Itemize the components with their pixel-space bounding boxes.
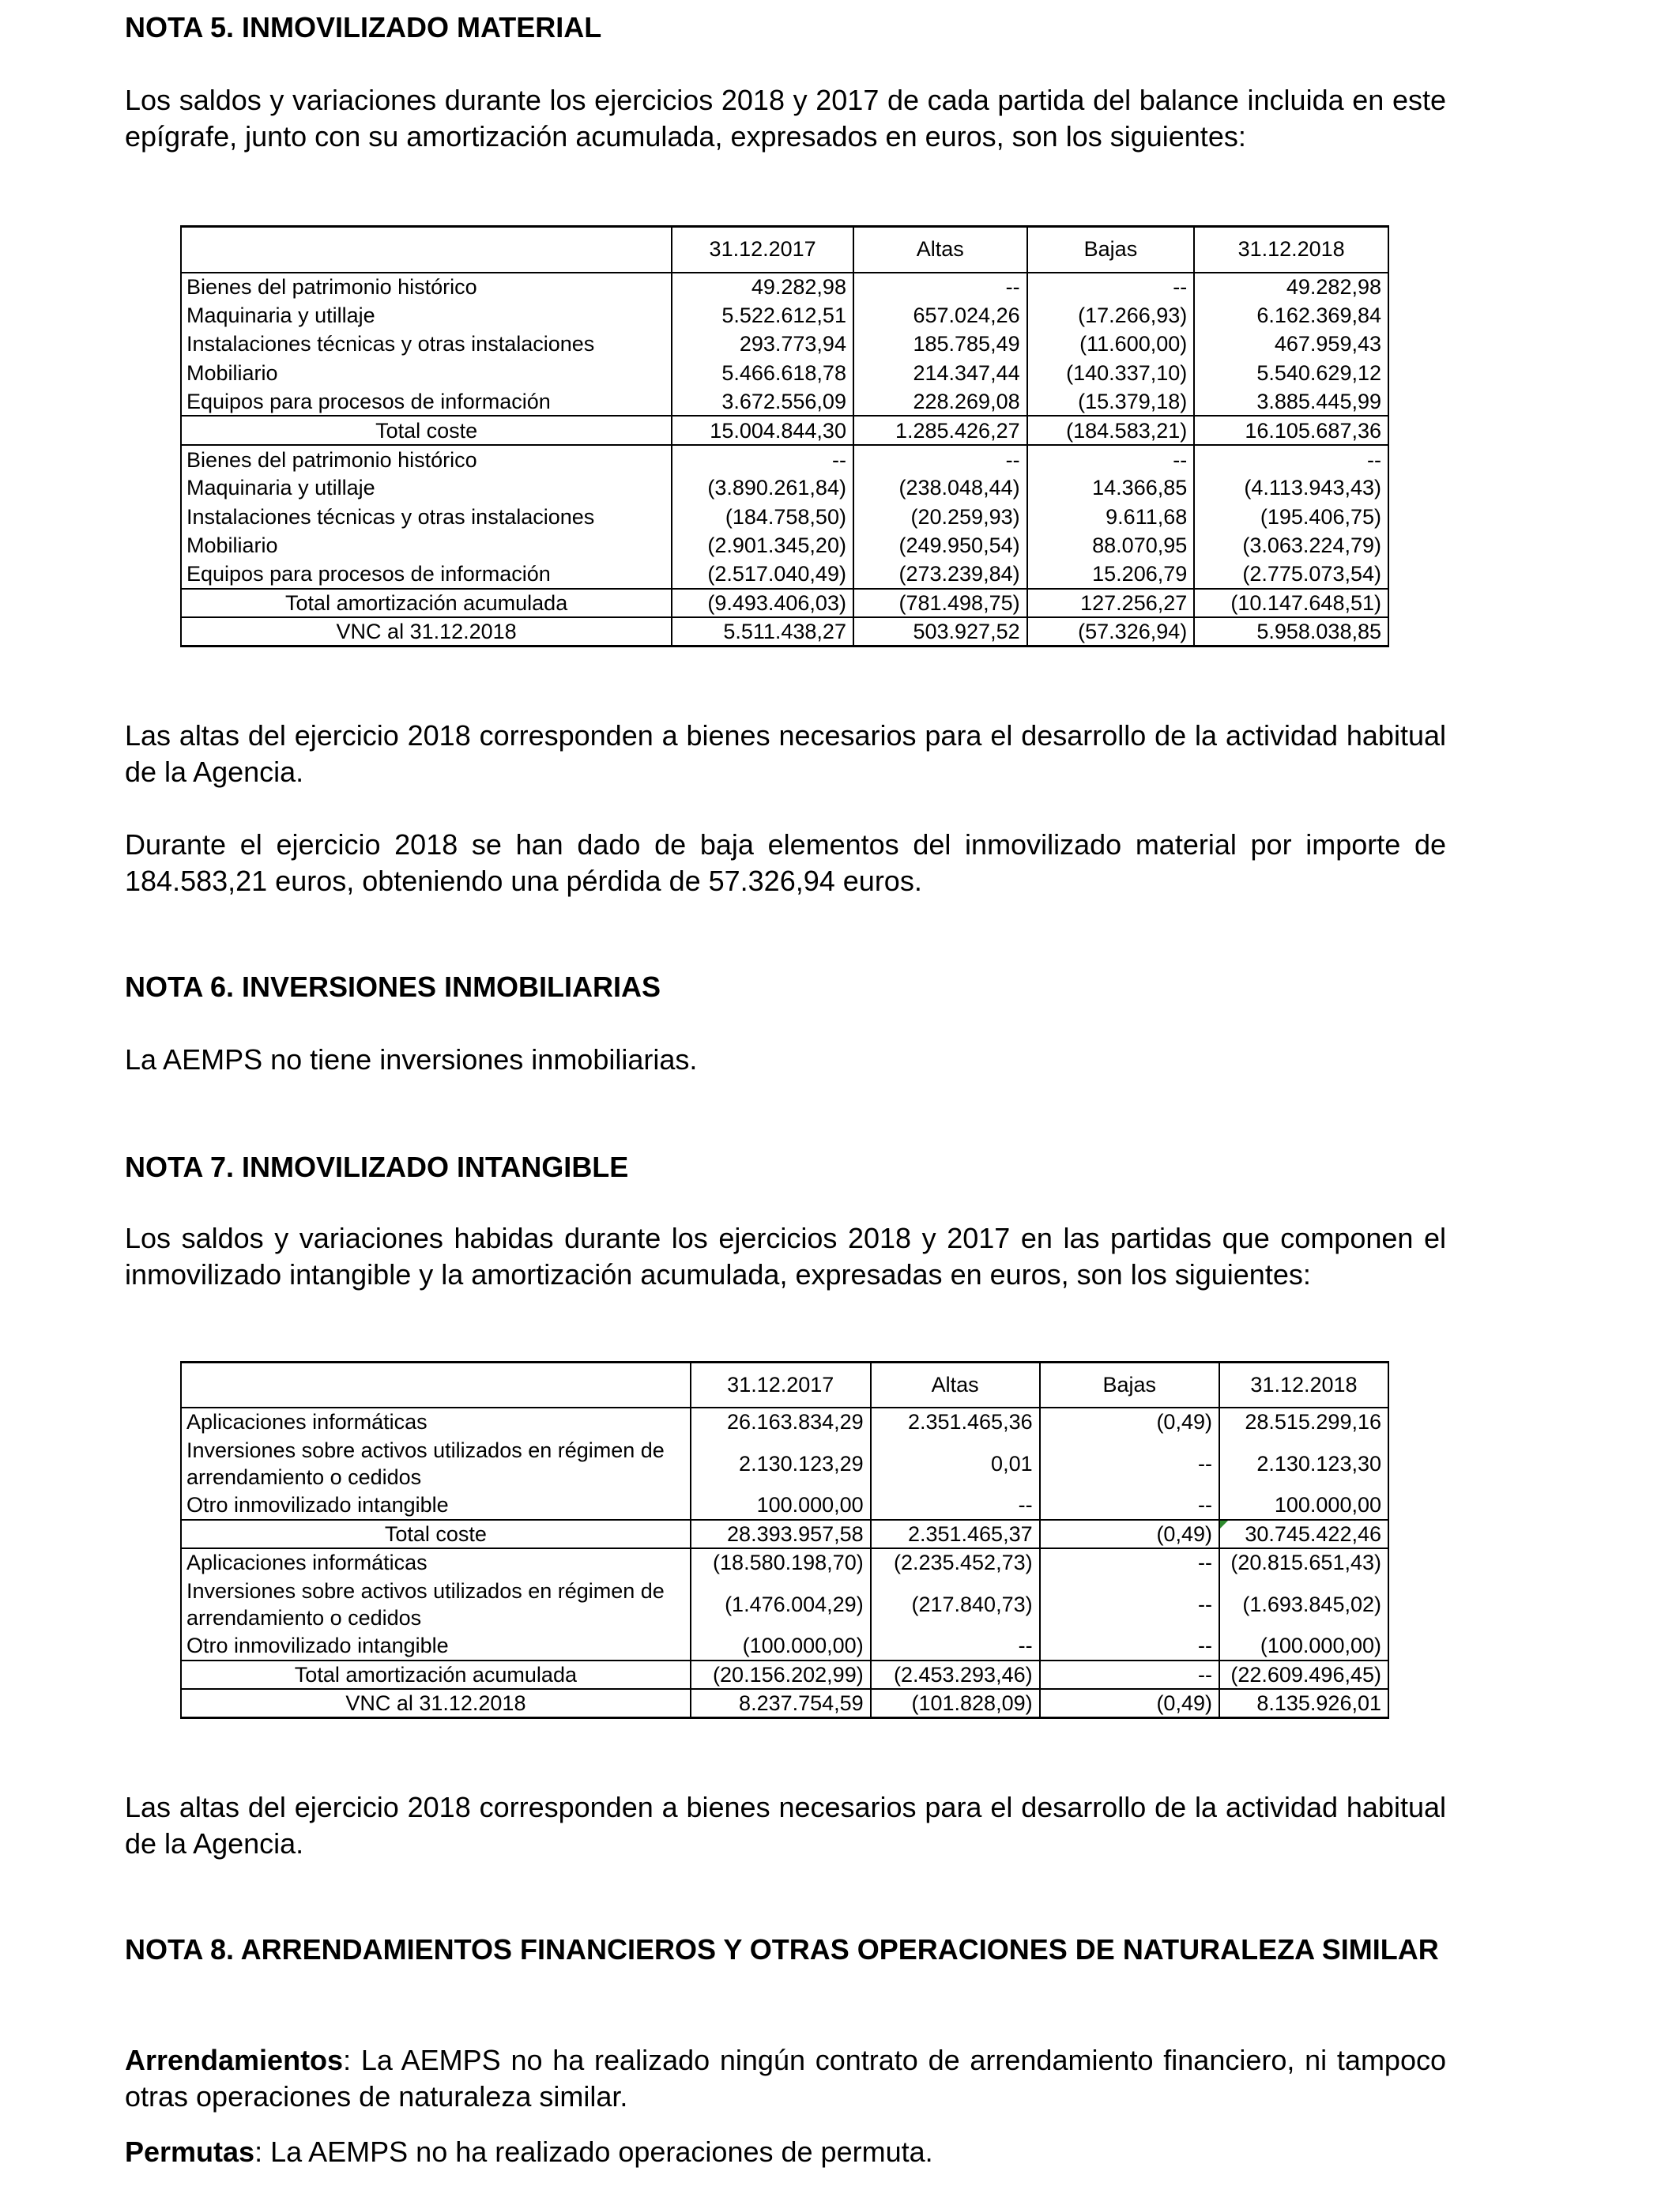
cell-value: 9.611,68 xyxy=(1027,503,1195,531)
nota5-para2: Durante el ejercicio 2018 se han dado de baja elementos del inmovilizado material por importe de 184.583,21 euros, obteniendo una pérdida de 57.326,94 euros. xyxy=(125,828,1446,897)
row-label: VNC al 31.12.2018 xyxy=(181,617,672,647)
row-label: Inversiones sobre activos utilizados en régimen de arrendamiento o cedidos xyxy=(181,1436,691,1491)
table-row xyxy=(181,387,1388,416)
cell-value: (100.000,00) xyxy=(691,1632,871,1661)
cell-value: -- xyxy=(672,445,853,473)
nota7-title: NOTA 7. INMOVILIZADO INTANGIBLE xyxy=(125,1151,629,1183)
permutas-text: : La AEMPS no ha realizado operaciones de permuta. xyxy=(254,2136,933,2168)
cell-value: 467.959,43 xyxy=(1194,330,1388,358)
cell-value: (101.828,09) xyxy=(871,1689,1040,1718)
cell-value: 214.347,44 xyxy=(853,359,1027,387)
cell-value: -- xyxy=(1040,1548,1219,1577)
table-row xyxy=(181,273,1388,301)
cell-value: (2.775.073,54) xyxy=(1194,560,1388,588)
row-label: Otro inmovilizado intangible xyxy=(181,1632,691,1661)
cell-value: 3.672.556,09 xyxy=(672,387,853,416)
row-label: Bienes del patrimonio histórico xyxy=(181,273,672,301)
table-row xyxy=(181,1408,1388,1436)
cell-value: 1.285.426,27 xyxy=(853,416,1027,444)
cell-value: 6.162.369,84 xyxy=(1194,301,1388,330)
total-row xyxy=(181,416,1388,444)
cell-value: -- xyxy=(853,273,1027,301)
cell-value: (22.609.496,45) xyxy=(1219,1661,1388,1689)
cell-value: 2.130.123,30 xyxy=(1219,1436,1388,1491)
header-cell xyxy=(181,1363,691,1408)
cell-value: 293.773,94 xyxy=(672,330,853,358)
cell-value: (2.901.345,20) xyxy=(672,531,853,560)
table-row xyxy=(181,473,1388,502)
cell-value: 14.366,85 xyxy=(1027,473,1195,502)
total-row xyxy=(181,1520,1388,1548)
cell-value: 28.515.299,16 xyxy=(1219,1408,1388,1436)
cell-value: (273.239,84) xyxy=(853,560,1027,588)
nota8-arrendamientos xyxy=(125,2042,1446,2115)
cell-value: 657.024,26 xyxy=(853,301,1027,330)
cell-value: 2.130.123,29 xyxy=(691,1436,871,1491)
cell-value: -- xyxy=(1040,1661,1219,1689)
cell-value: 100.000,00 xyxy=(1219,1491,1388,1520)
cell-value: (217.840,73) xyxy=(871,1577,1040,1632)
row-label: VNC al 31.12.2018 xyxy=(181,1689,691,1718)
header-cell: Altas xyxy=(853,227,1027,273)
nota6-text: La AEMPS no tiene inversiones inmobiliarias. xyxy=(125,1043,698,1076)
cell-value: (249.950,54) xyxy=(853,531,1027,560)
cell-value: 15.004.844,30 xyxy=(672,416,853,444)
cell-value: (100.000,00) xyxy=(1219,1632,1388,1661)
cell-value: (2.453.293,46) xyxy=(871,1661,1040,1689)
cell-value: (781.498,75) xyxy=(853,589,1027,617)
cell-value: (9.493.406,03) xyxy=(672,589,853,617)
row-label: Mobiliario xyxy=(181,359,672,387)
total-row xyxy=(181,589,1388,617)
nota5-title: NOTA 5. INMOVILIZADO MATERIAL xyxy=(125,11,602,43)
cell-value: -- xyxy=(871,1632,1040,1661)
cell-value: (3.890.261,84) xyxy=(672,473,853,502)
row-label: Total amortización acumulada xyxy=(181,589,672,617)
cell-value: 185.785,49 xyxy=(853,330,1027,358)
cell-value: 5.958.038,85 xyxy=(1194,617,1388,647)
row-label: Total coste xyxy=(181,416,672,444)
cell-value: (238.048,44) xyxy=(853,473,1027,502)
cell-value: (18.580.198,70) xyxy=(691,1548,871,1577)
table-row xyxy=(181,560,1388,588)
cell-value: (20.156.202,99) xyxy=(691,1661,871,1689)
table-row xyxy=(181,359,1388,387)
cell-value: 2.351.465,37 xyxy=(871,1520,1040,1548)
cell-value: -- xyxy=(1040,1436,1219,1491)
vnc-row xyxy=(181,1689,1388,1718)
nota6-title: NOTA 6. INVERSIONES INMOBILIARIAS xyxy=(125,971,661,1003)
table-header-row xyxy=(181,227,1388,273)
cell-value: (3.063.224,79) xyxy=(1194,531,1388,560)
cell-value: (15.379,18) xyxy=(1027,387,1195,416)
nota5-para1: Las altas del ejercicio 2018 corresponden a bienes necesarios para el desarrollo de la actividad habitual de la Agencia. xyxy=(125,719,1446,788)
cell-value: 127.256,27 xyxy=(1027,589,1195,617)
header-cell: Bajas xyxy=(1040,1363,1219,1408)
cell-value: -- xyxy=(871,1491,1040,1520)
cell-value: (2.517.040,49) xyxy=(672,560,853,588)
row-label: Maquinaria y utillaje xyxy=(181,473,672,502)
nota8-permutas xyxy=(125,2134,1446,2170)
table-row xyxy=(181,1491,1388,1520)
cell-value: (20.259,93) xyxy=(853,503,1027,531)
cell-value: 228.269,08 xyxy=(853,387,1027,416)
permutas-label: Permutas xyxy=(125,2136,255,2168)
cell-value: (140.337,10) xyxy=(1027,359,1195,387)
cell-value: -- xyxy=(1040,1632,1219,1661)
vnc-row xyxy=(181,617,1388,647)
arrendamientos-text: : La AEMPS no ha realizado ningún contrato de arrendamiento financiero, ni tampoco otras operaciones de naturaleza similar. xyxy=(125,2044,1446,2113)
cell-value: 0,01 xyxy=(871,1436,1040,1491)
header-cell xyxy=(181,227,672,273)
cell-value: 503.927,52 xyxy=(853,617,1027,647)
table-row xyxy=(181,445,1388,473)
row-label: Equipos para procesos de información xyxy=(181,387,672,416)
table-header-row xyxy=(181,1363,1388,1408)
table-row xyxy=(181,1548,1388,1577)
table-row xyxy=(181,1436,1388,1491)
table-row xyxy=(181,1632,1388,1661)
cell-value: 5.466.618,78 xyxy=(672,359,853,387)
cell-value: -- xyxy=(1027,445,1195,473)
header-cell: 31.12.2018 xyxy=(1194,227,1388,273)
row-label: Total amortización acumulada xyxy=(181,1661,691,1689)
row-label: Instalaciones técnicas y otras instalaciones xyxy=(181,330,672,358)
table-row xyxy=(181,1577,1388,1632)
cell-value: 5.511.438,27 xyxy=(672,617,853,647)
cell-value: -- xyxy=(1027,273,1195,301)
nota7-intro: Los saldos y variaciones habidas durante los ejercicios 2018 y 2017 en las partidas que componen el inmovilizado intangible y la amortización acumulada, expresadas en euros, son los siguientes: xyxy=(125,1222,1446,1291)
cell-value: (184.583,21) xyxy=(1027,416,1195,444)
cell-value: 5.522.612,51 xyxy=(672,301,853,330)
nota8-title: NOTA 8. ARRENDAMIENTOS FINANCIEROS Y OTRAS OPERACIONES DE NATURALEZA SIMILAR xyxy=(125,1933,1439,1966)
cell-value: 5.540.629,12 xyxy=(1194,359,1388,387)
inmovilizado-intangible-table xyxy=(180,1361,1389,1719)
cell-value: 49.282,98 xyxy=(672,273,853,301)
table-row xyxy=(181,531,1388,560)
cell-value: (195.406,75) xyxy=(1194,503,1388,531)
cell-value: 49.282,98 xyxy=(1194,273,1388,301)
cell-value: -- xyxy=(853,445,1027,473)
cell-value: 2.351.465,36 xyxy=(871,1408,1040,1436)
table-row xyxy=(181,301,1388,330)
cell-value: 16.105.687,36 xyxy=(1194,416,1388,444)
inmovilizado-material-table xyxy=(180,225,1389,647)
cell-value: (10.147.648,51) xyxy=(1194,589,1388,617)
cell-value: 88.070,95 xyxy=(1027,531,1195,560)
cell-value: (11.600,00) xyxy=(1027,330,1195,358)
header-cell: Altas xyxy=(871,1363,1040,1408)
cell-value: 3.885.445,99 xyxy=(1194,387,1388,416)
header-cell: 31.12.2017 xyxy=(672,227,853,273)
cell-value: (17.266,93) xyxy=(1027,301,1195,330)
row-label: Inversiones sobre activos utilizados en régimen de arrendamiento o cedidos xyxy=(181,1577,691,1632)
row-label: Maquinaria y utillaje xyxy=(181,301,672,330)
cell-value: 100.000,00 xyxy=(691,1491,871,1520)
cell-value: 26.163.834,29 xyxy=(691,1408,871,1436)
table-row xyxy=(181,503,1388,531)
cell-value: (1.693.845,02) xyxy=(1219,1577,1388,1632)
row-label: Aplicaciones informáticas xyxy=(181,1548,691,1577)
header-cell: Bajas xyxy=(1027,227,1195,273)
cell-value: -- xyxy=(1040,1491,1219,1520)
cell-value: 28.393.957,58 xyxy=(691,1520,871,1548)
cell-value: (20.815.651,43) xyxy=(1219,1548,1388,1577)
header-cell: 31.12.2017 xyxy=(691,1363,871,1408)
cell-value: 8.237.754,59 xyxy=(691,1689,871,1718)
row-label: Bienes del patrimonio histórico xyxy=(181,445,672,473)
cell-value: 8.135.926,01 xyxy=(1219,1689,1388,1718)
cell-value: (4.113.943,43) xyxy=(1194,473,1388,502)
cell-value: (1.476.004,29) xyxy=(691,1577,871,1632)
row-label: Aplicaciones informáticas xyxy=(181,1408,691,1436)
cell-value: (0,49) xyxy=(1040,1689,1219,1718)
cell-value: (0,49) xyxy=(1040,1520,1219,1548)
cell-value: (57.326,94) xyxy=(1027,617,1195,647)
cell-value: -- xyxy=(1194,445,1388,473)
nota7-para1: Las altas del ejercicio 2018 corresponden a bienes necesarios para el desarrollo de la actividad habitual de la Agencia. xyxy=(125,1791,1446,1860)
arrendamientos-label: Arrendamientos xyxy=(125,2044,344,2076)
cell-value: (2.235.452,73) xyxy=(871,1548,1040,1577)
cell-value: (0,49) xyxy=(1040,1408,1219,1436)
cell-value: -- xyxy=(1040,1577,1219,1632)
row-label: Total coste xyxy=(181,1520,691,1548)
cell-value: 15.206,79 xyxy=(1027,560,1195,588)
cell-value: (184.758,50) xyxy=(672,503,853,531)
row-label: Instalaciones técnicas y otras instalaciones xyxy=(181,503,672,531)
cell-value: 30.745.422,46 xyxy=(1219,1520,1388,1548)
total-row xyxy=(181,1661,1388,1689)
row-label: Otro inmovilizado intangible xyxy=(181,1491,691,1520)
row-label: Mobiliario xyxy=(181,531,672,560)
nota5-intro: Los saldos y variaciones durante los ejercicios 2018 y 2017 de cada partida del balance incluida en este epígrafe, junto con su amortización acumulada, expresados en euros, son los siguientes: xyxy=(125,84,1446,153)
table-row xyxy=(181,330,1388,358)
row-label: Equipos para procesos de información xyxy=(181,560,672,588)
header-cell: 31.12.2018 xyxy=(1219,1363,1388,1408)
